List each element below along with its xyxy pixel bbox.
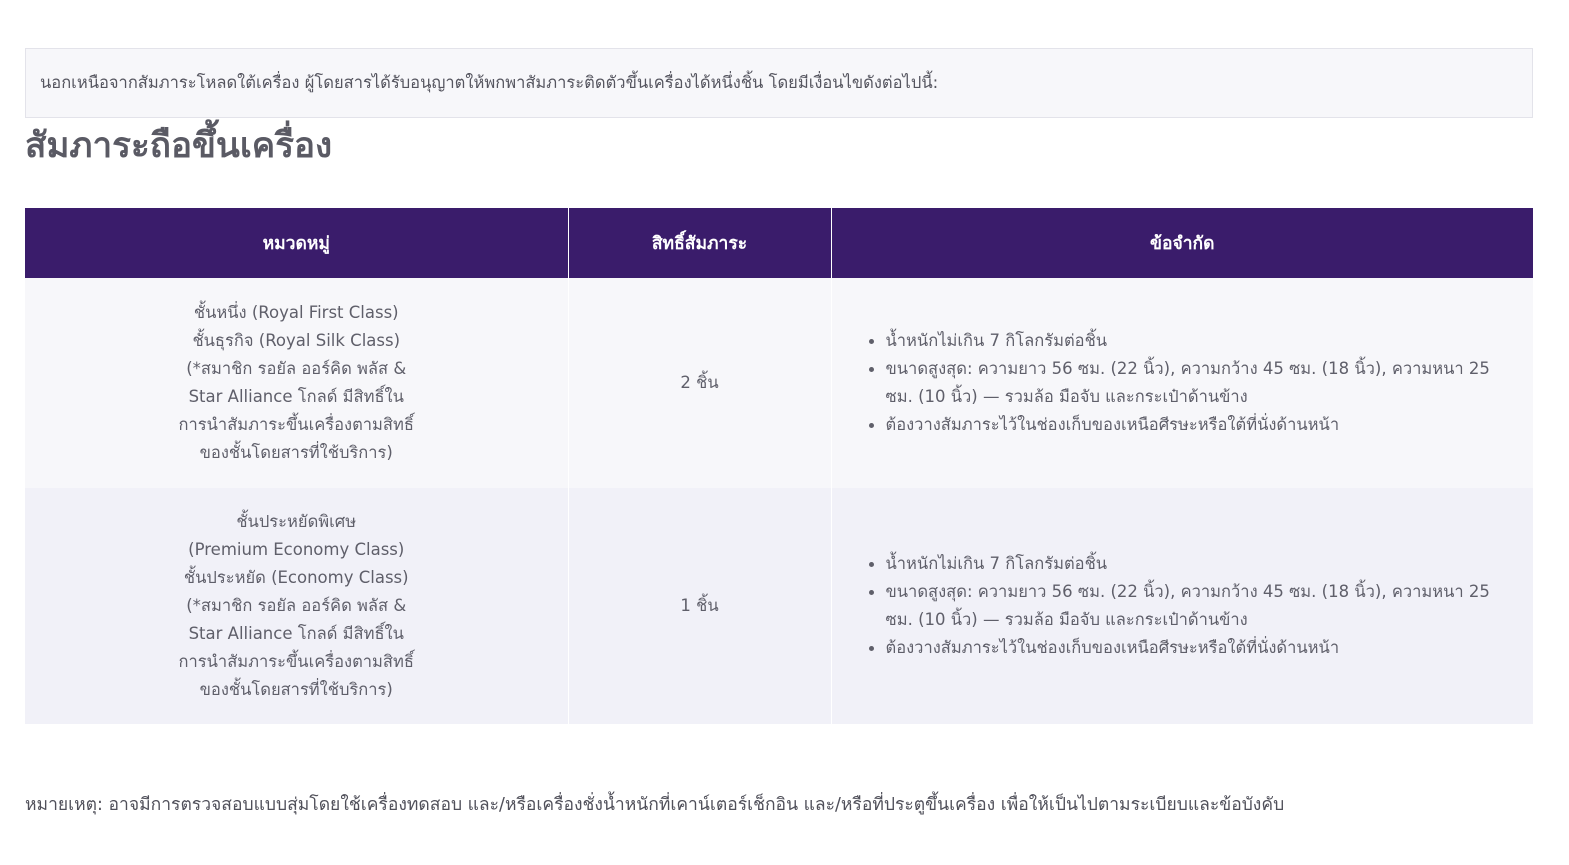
header-category: หมวดหมู่ bbox=[25, 208, 568, 278]
category-line: (*สมาชิก รอยัล ออร์คิด พลัส & bbox=[186, 596, 407, 615]
baggage-allowance-table bbox=[25, 208, 1533, 724]
page-title: สัมภาระถือขึ้นเครื่อง bbox=[25, 126, 333, 166]
category-line: การนำสัมภาระขึ้นเครื่องตามสิทธิ์ bbox=[178, 415, 414, 434]
allowance-cell: 1 ชิ้น bbox=[568, 488, 831, 724]
category-line: การนำสัมภาระขึ้นเครื่องตามสิทธิ์ bbox=[178, 652, 414, 671]
limit-item: น้ำหนักไม่เกิน 7 กิโลกรัมต่อชิ้น bbox=[868, 550, 1512, 578]
category-line: ของชั้นโดยสารที่ใช้บริการ) bbox=[199, 443, 393, 462]
category-line: ชั้นประหยัดพิเศษ bbox=[236, 512, 357, 531]
limit-item: น้ำหนักไม่เกิน 7 กิโลกรัมต่อชิ้น bbox=[868, 327, 1512, 355]
category-line: ชั้นหนึ่ง (Royal First Class) bbox=[193, 303, 399, 322]
category-line: (Premium Economy Class) bbox=[188, 540, 405, 559]
category-line: ชั้นประหยัด (Economy Class) bbox=[183, 568, 409, 587]
intro-notice-text: นอกเหนือจากสัมภาระโหลดใต้เครื่อง ผู้โดยสารได้รับอนุญาตให้พกพาสัมภาระติดตัวขึ้นเครื่องได้หนึ่งชิ้น โดยมีเงื่อนไขดังต่อไปนี้: bbox=[40, 73, 939, 92]
limit-item: ต้องวางสัมภาระไว้ในช่องเก็บของเหนือศีรษะหรือใต้ที่นั่งด้านหน้า bbox=[868, 634, 1512, 662]
table-row bbox=[25, 278, 1533, 488]
footnote-text: หมายเหตุ: อาจมีการตรวจสอบแบบสุ่มโดยใช้เครื่องทดสอบ และ/หรือเครื่องชั่งน้ำหนักที่เคาน์เตอร์เช็กอิน และ/หรือที่ประตูขึ้นเครื่อง เพื่อให้เป็นไปตามระเบียบและข้อบังคับ bbox=[25, 795, 1285, 815]
category-line: ของชั้นโดยสารที่ใช้บริการ) bbox=[199, 680, 393, 699]
limit-item: ขนาดสูงสุด: ความยาว 56 ซม. (22 นิ้ว), ความกว้าง 45 ซม. (18 นิ้ว), ความหนา 25 ซม. (10 นิ้ว) — รวมล้อ มือจับ และกระเป๋าด้านข้าง bbox=[868, 355, 1512, 411]
limit-item: ต้องวางสัมภาระไว้ในช่องเก็บของเหนือศีรษะหรือใต้ที่นั่งด้านหน้า bbox=[868, 411, 1512, 439]
table-header-row bbox=[25, 208, 1533, 278]
allowance-cell: 2 ชิ้น bbox=[568, 278, 831, 488]
limits-cell bbox=[831, 488, 1533, 724]
limits-cell bbox=[831, 278, 1533, 488]
intro-notice-box bbox=[25, 48, 1533, 118]
category-cell bbox=[25, 488, 568, 724]
category-line: (*สมาชิก รอยัล ออร์คิด พลัส & bbox=[186, 359, 407, 378]
limit-item: ขนาดสูงสุด: ความยาว 56 ซม. (22 นิ้ว), ความกว้าง 45 ซม. (18 นิ้ว), ความหนา 25 ซม. (10 นิ้ว) — รวมล้อ มือจับ และกระเป๋าด้านข้าง bbox=[868, 578, 1512, 634]
category-line: Star Alliance โกลด์ มีสิทธิ์ใน bbox=[188, 624, 404, 643]
category-cell bbox=[25, 278, 568, 488]
category-line: Star Alliance โกลด์ มีสิทธิ์ใน bbox=[188, 387, 404, 406]
header-allowance: สิทธิ์สัมภาระ bbox=[568, 208, 831, 278]
limits-list bbox=[868, 327, 1512, 439]
table-row bbox=[25, 488, 1533, 724]
limits-list bbox=[868, 550, 1512, 662]
header-limits: ข้อจำกัด bbox=[831, 208, 1533, 278]
category-line: ชั้นธุรกิจ (Royal Silk Class) bbox=[192, 331, 401, 350]
